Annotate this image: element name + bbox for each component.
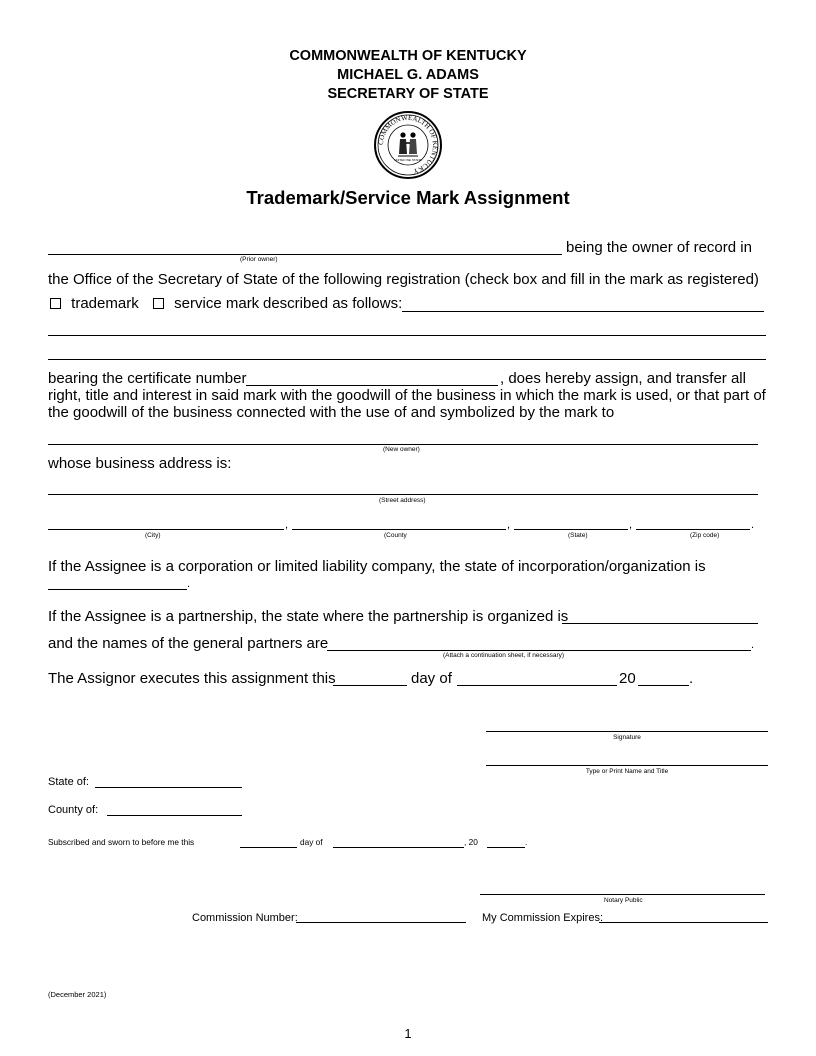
sworn-day-of: day of xyxy=(300,837,323,847)
period-5: . xyxy=(525,837,528,847)
execution-day-field[interactable] xyxy=(333,685,407,686)
certificate-prefix: bearing the certificate number xyxy=(48,370,247,387)
state-field[interactable] xyxy=(514,529,628,530)
trademark-checkbox[interactable] xyxy=(50,298,61,309)
corporation-text: If the Assignee is a corporation or limited liability company, the state of incorporation/organization is xyxy=(48,558,706,575)
period-1: . xyxy=(751,519,755,531)
commission-number-field[interactable] xyxy=(296,922,466,923)
print-name-label: Type or Print Name and Title xyxy=(585,768,669,775)
city-label: (City) xyxy=(145,532,161,539)
trademark-option xyxy=(50,295,139,312)
execution-month-field[interactable] xyxy=(457,685,617,686)
partnership-state-field[interactable] xyxy=(562,623,758,624)
header-line-2: MICHAEL G. ADAMS xyxy=(337,67,479,83)
sworn-year-field[interactable] xyxy=(487,847,525,848)
signature-label: Signature xyxy=(613,734,641,741)
general-partners-field[interactable] xyxy=(327,650,751,651)
page-number: 1 xyxy=(404,1026,412,1041)
address-text: whose business address is: xyxy=(48,455,232,472)
date-note: (December 2021) xyxy=(48,990,107,999)
certificate-suffix: , does hereby assign, and transfer all xyxy=(500,370,746,387)
comma-2: , xyxy=(507,519,511,531)
owner-of-record-text: being the owner of record in xyxy=(566,239,752,256)
partners-text: and the names of the general partners are xyxy=(48,635,329,652)
state-seal xyxy=(373,110,443,180)
period-2: . xyxy=(187,578,191,590)
header-line-3: SECRETARY OF STATE xyxy=(327,86,489,102)
zip-field[interactable] xyxy=(636,529,750,530)
street-address-label: (Street address) xyxy=(379,497,426,504)
commission-expires-field[interactable] xyxy=(599,922,768,923)
sworn-day-field[interactable] xyxy=(240,847,297,848)
execution-prefix: The Assignor executes this assignment this xyxy=(48,670,336,687)
mark-description-line-3[interactable] xyxy=(48,359,766,360)
commission-number-label: Commission Number: xyxy=(192,912,298,924)
service-mark-option xyxy=(153,295,259,312)
state-of-label: State of: xyxy=(48,776,89,788)
county-label: (County xyxy=(384,532,407,539)
execution-year-field[interactable] xyxy=(638,685,689,686)
certificate-line-2: right, title and interest in said mark with the goodwill of the business in which the mark is used, or that part of xyxy=(48,387,766,404)
notary-signature-field[interactable] xyxy=(480,894,765,895)
new-owner-label: (New owner) xyxy=(383,446,420,453)
execution-year-prefix: 20 xyxy=(619,670,636,687)
header-line-1: COMMONWEALTH OF KENTUCKY xyxy=(289,48,527,64)
period-3: . xyxy=(751,639,755,651)
mark-description-line-2[interactable] xyxy=(48,335,766,336)
comma-3: , xyxy=(629,519,633,531)
county-of-field[interactable] xyxy=(107,815,242,816)
described-label: described as follows: xyxy=(263,295,403,312)
street-address-field[interactable] xyxy=(48,494,758,495)
signature-field[interactable] xyxy=(486,731,768,732)
state-of-field[interactable] xyxy=(95,787,242,788)
zip-label: (Zip code) xyxy=(690,532,720,539)
sworn-year-prefix: , 20 xyxy=(464,837,478,847)
svg-text:UNITED WE STAND: UNITED WE STAND xyxy=(394,158,422,162)
new-owner-field[interactable] xyxy=(48,444,758,445)
prior-owner-field[interactable] xyxy=(48,254,562,255)
continuation-label: (Attach a continuation sheet, if necessary) xyxy=(443,652,565,659)
mark-description-field[interactable] xyxy=(402,311,764,312)
service-mark-label: service mark xyxy=(174,295,260,312)
form-title: Trademark/Service Mark Assignment xyxy=(246,187,570,208)
print-name-field[interactable] xyxy=(486,765,768,766)
period-4: . xyxy=(689,670,694,687)
county-of-label: County of: xyxy=(48,804,99,816)
state-label: (State) xyxy=(568,532,588,539)
notary-label: Notary Public xyxy=(604,897,643,904)
sworn-prefix: Subscribed and sworn to before me this xyxy=(48,837,195,847)
service-mark-checkbox[interactable] xyxy=(153,298,164,309)
execution-day-of: day of xyxy=(411,670,452,687)
county-field[interactable] xyxy=(292,529,506,530)
city-field[interactable] xyxy=(48,529,284,530)
registration-text: the Office of the Secretary of State of the following registration (check box and fill in the mark as registered) xyxy=(48,271,759,288)
svg-text:COMMONWEALTH OF KENTUCKY: COMMONWEALTH OF KENTUCKY xyxy=(376,113,440,176)
partnership-text: If the Assignee is a partnership, the state where the partnership is organized is xyxy=(48,608,569,625)
trademark-label: trademark xyxy=(71,295,139,312)
certificate-line-3: the goodwill of the business connected with the use of and symbolized by the mark to xyxy=(48,404,615,421)
incorporation-state-field[interactable] xyxy=(48,589,187,590)
commission-expires-label: My Commission Expires: xyxy=(482,912,604,924)
comma-1: , xyxy=(285,519,289,531)
certificate-number-field[interactable] xyxy=(246,385,498,386)
prior-owner-label: (Prior owner) xyxy=(240,256,278,263)
sworn-month-field[interactable] xyxy=(333,847,464,848)
